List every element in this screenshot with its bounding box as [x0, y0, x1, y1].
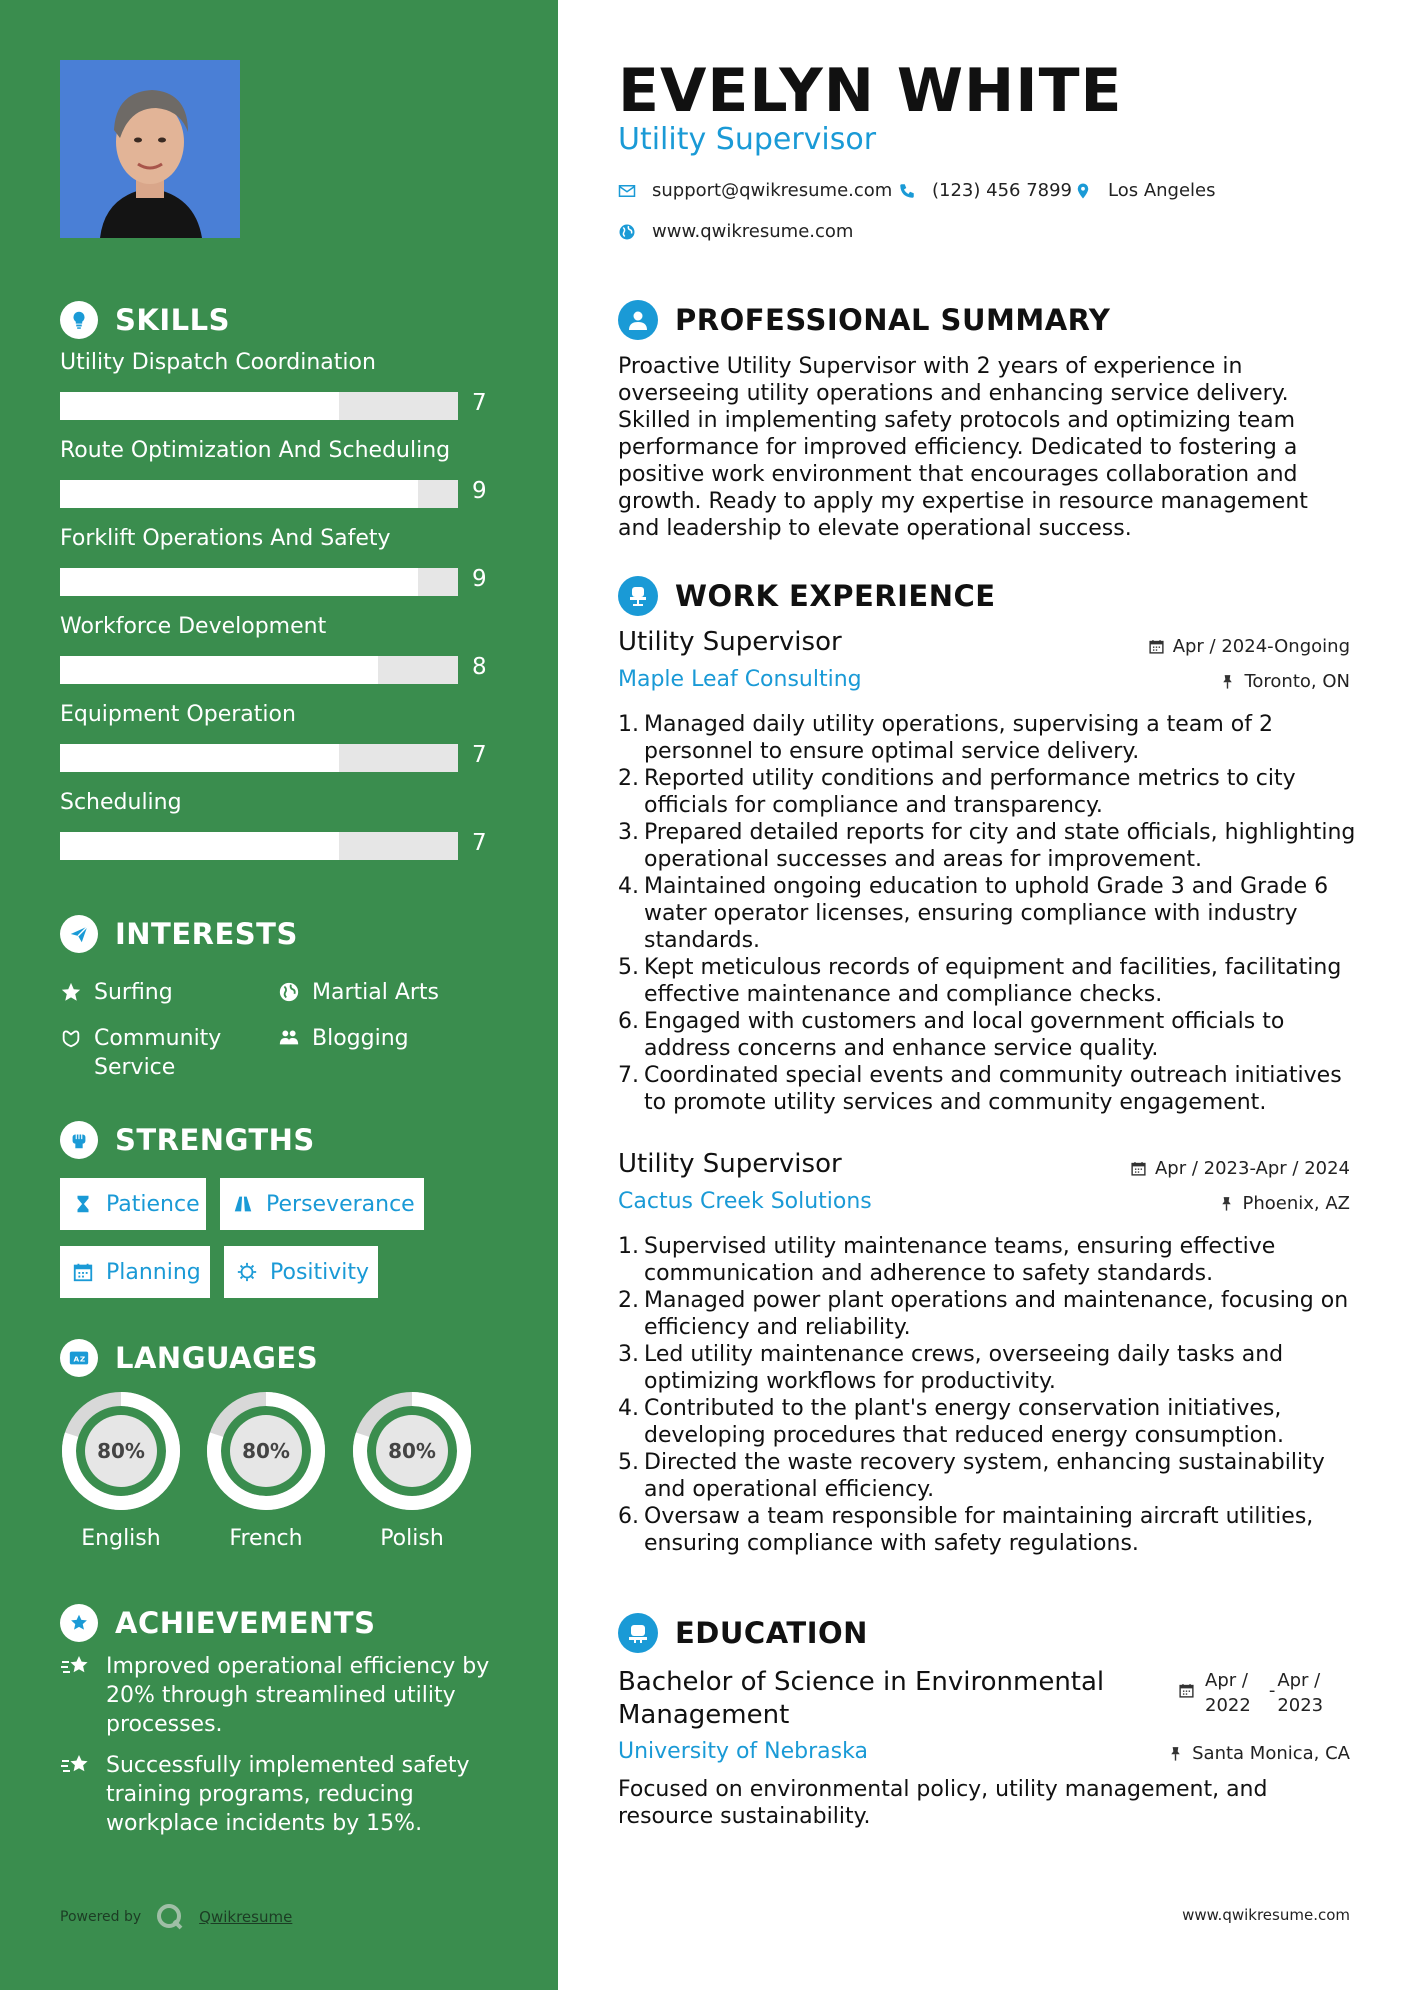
language-ring	[205, 1390, 327, 1512]
map-pin-icon	[1074, 182, 1092, 200]
profile-photo	[60, 60, 240, 238]
experience-title: WORK EXPERIENCE	[675, 579, 996, 613]
qwikresume-logo-icon	[155, 1902, 185, 1932]
interest-label: Blogging	[312, 1026, 409, 1051]
skill-item	[60, 350, 520, 438]
briefcase-chair-icon	[618, 576, 658, 616]
paper-plane-icon	[60, 915, 98, 953]
strength-label: Patience	[106, 1191, 200, 1217]
skill-bar-fill	[60, 832, 339, 860]
powered-by	[60, 1902, 292, 1932]
education-dates	[1178, 1668, 1323, 1718]
sidebar	[0, 0, 558, 1990]
responsibility-text: Contributed to the plant's energy conservation initiatives, developing procedures that reduced energy consumption.	[644, 1396, 1285, 1448]
job-location-text: Toronto, ON	[1244, 671, 1350, 692]
skill-bar	[60, 656, 458, 684]
skills-header	[60, 300, 520, 340]
interests-title: INTERESTS	[115, 917, 298, 951]
job-company: Cactus Creek Solutions	[618, 1189, 872, 1214]
education-end-year: 2023	[1277, 1695, 1324, 1716]
globe-icon	[278, 981, 300, 1003]
pushpin-icon	[1219, 673, 1236, 690]
strength-tag	[220, 1178, 424, 1230]
job-responsibilities	[618, 1233, 1358, 1557]
lightbulb-icon	[60, 301, 98, 339]
svg-text:A: A	[73, 1354, 80, 1364]
skill-value: 9	[472, 566, 487, 592]
language-name: English	[81, 1526, 161, 1551]
skill-value: 8	[472, 654, 487, 680]
education-start-year: 2022	[1205, 1695, 1251, 1716]
skill-item	[60, 614, 520, 702]
graduation-icon	[618, 1613, 658, 1653]
job-title: Utility Supervisor	[618, 627, 842, 657]
strength-label: Positivity	[270, 1259, 370, 1285]
strength-label: Planning	[106, 1259, 201, 1285]
globe-icon	[618, 223, 636, 241]
job-location-text: Phoenix, AZ	[1242, 1193, 1350, 1214]
contact-website[interactable]	[618, 221, 853, 242]
job-dates-text: Apr / 2024-Ongoing	[1172, 636, 1350, 657]
calendar-icon	[1148, 638, 1165, 655]
website-text: www.qwikresume.com	[652, 221, 854, 242]
responsibility-text: Kept meticulous records of equipment and facilities, facilitating effective maintenance and compliance checks.	[644, 955, 1342, 1007]
skill-item	[60, 438, 520, 526]
skill-bar	[60, 744, 458, 772]
language-level: 80%	[388, 1439, 436, 1463]
responsibility-text: Engaged with customers and local government officials to address concerns and enhance service quality.	[644, 1009, 1285, 1061]
language-ring	[351, 1390, 473, 1512]
skill-value: 7	[472, 830, 487, 856]
interest-label: Martial Arts	[312, 980, 440, 1005]
heart-hands-icon	[60, 1027, 82, 1049]
skill-item	[60, 702, 520, 790]
strengths-title: STRENGTHS	[115, 1123, 315, 1157]
pushpin-icon	[1167, 1745, 1184, 1762]
achievements-title: ACHIEVEMENTS	[115, 1606, 376, 1640]
responsibility-text: Managed power plant operations and maintenance, focusing on efficiency and reliability.	[644, 1288, 1349, 1340]
svg-text:Z: Z	[79, 1354, 86, 1364]
degree-title: Bachelor of Science in Environmental Management	[618, 1667, 1105, 1730]
achievements-header	[60, 1603, 520, 1643]
skill-name: Route Optimization And Scheduling	[60, 438, 451, 463]
skill-bar	[60, 392, 458, 420]
summary-title: PROFESSIONAL SUMMARY	[675, 303, 1111, 337]
language-name: French	[229, 1526, 303, 1551]
list-item: 5. Directed the waste recovery system, enhancing sustainability and operational efficiency.	[618, 1449, 1358, 1503]
user-icon	[618, 300, 658, 340]
job-title: Utility Supervisor	[618, 1149, 842, 1179]
envelope-icon	[618, 182, 636, 200]
skill-bar	[60, 832, 458, 860]
job-location	[1218, 1193, 1351, 1214]
responsibility-text: Prepared detailed reports for city and state officials, highlighting operational successes and areas for improvement.	[644, 820, 1356, 872]
star-burst-icon	[60, 1753, 92, 1779]
skill-name: Equipment Operation	[60, 702, 296, 727]
email-text: support@qwikresume.com	[652, 180, 893, 201]
skill-name: Utility Dispatch Coordination	[60, 350, 376, 375]
footer-url[interactable]: www.qwikresume.com	[1182, 1906, 1350, 1924]
skill-name: Workforce Development	[60, 614, 327, 639]
language-name: Polish	[380, 1526, 444, 1551]
education-start-month: Apr /	[1205, 1670, 1248, 1691]
summary-header	[618, 300, 1110, 340]
calendar-icon	[1178, 1682, 1195, 1699]
list-item: 3. Prepared detailed reports for city and state officials, highlighting operational successes and areas for improvement.	[618, 819, 1358, 873]
language-level: 80%	[97, 1439, 145, 1463]
skill-value: 9	[472, 478, 487, 504]
achievements-section	[60, 1603, 520, 1643]
interest-item	[278, 1024, 409, 1053]
list-item: 6. Oversaw a team responsible for maintaining aircraft utilities, ensuring compliance with safety regulations.	[618, 1503, 1358, 1557]
users-icon	[278, 1027, 300, 1049]
skills-list	[60, 350, 520, 878]
achievement-item	[60, 1652, 500, 1739]
skill-bar-fill	[60, 568, 418, 596]
education-description: Focused on environmental policy, utility management, and resource sustainability.	[618, 1777, 1268, 1829]
contact-location	[1074, 180, 1216, 201]
list-item: 3. Led utility maintenance crews, overseeing daily tasks and optimizing workflows for productivity.	[618, 1341, 1358, 1395]
responsibility-text: Managed daily utility operations, supervising a team of 2 personnel to ensure optimal service delivery.	[644, 712, 1273, 764]
job-company: Maple Leaf Consulting	[618, 667, 862, 692]
summary-text: Proactive Utility Supervisor with 2 years of experience in overseeing utility operations and enhancing service delivery. Skilled in implementing safety protocols and optimizing team performance for improved efficiency. Dedicated to fostering a positive work environment that encourages collaboration and growth. Ready to apply my expertise in resource management and leadership to elevate operational success.	[618, 354, 1308, 541]
responsibility-text: Coordinated special events and community outreach initiatives to promote utility services and community engagement.	[644, 1063, 1342, 1115]
skill-name: Forklift Operations And Safety	[60, 526, 391, 551]
responsibility-text: Led utility maintenance crews, overseeing daily tasks and optimizing workflows for productivity.	[644, 1342, 1284, 1394]
candidate-name: EVELYN WHITE	[618, 56, 1123, 126]
sun-icon	[236, 1261, 258, 1283]
languages-title: LANGUAGES	[115, 1341, 319, 1375]
language-item	[60, 1390, 182, 1551]
interest-label: Surfing	[94, 980, 173, 1005]
road-icon	[232, 1193, 254, 1215]
skill-bar	[60, 480, 458, 508]
languages-header	[60, 1338, 520, 1378]
candidate-role: Utility Supervisor	[618, 122, 877, 157]
list-item: 5. Kept meticulous records of equipment and facilities, facilitating effective maintenance and compliance checks.	[618, 954, 1358, 1008]
phone-text: (123) 456 7899	[932, 180, 1073, 201]
responsibility-text: Oversaw a team responsible for maintaining aircraft utilities, ensuring compliance with safety regulations.	[644, 1504, 1314, 1556]
strength-tag	[224, 1246, 378, 1298]
phone-icon	[898, 182, 916, 200]
interest-item	[60, 978, 173, 1007]
job-dates	[1130, 1158, 1350, 1179]
language-ring	[60, 1390, 182, 1512]
strength-tag	[60, 1246, 210, 1298]
education-start	[1205, 1668, 1251, 1718]
star-icon	[60, 981, 82, 1003]
skill-bar	[60, 568, 458, 596]
job-dates-text: Apr / 2023-Apr / 2024	[1154, 1158, 1350, 1179]
qwikresume-link[interactable]: Qwikresume	[199, 1908, 293, 1926]
skill-bar-fill	[60, 656, 378, 684]
list-item: 4. Maintained ongoing education to uphold Grade 3 and Grade 6 water operator licenses, ensuring compliance with industry standards.	[618, 873, 1358, 954]
pushpin-icon	[1218, 1195, 1235, 1212]
education-date-separator: -	[1268, 1680, 1276, 1701]
language-item	[205, 1390, 327, 1551]
education-header	[618, 1613, 868, 1653]
strengths-header	[60, 1120, 520, 1160]
achievement-item	[60, 1751, 500, 1838]
interest-label: Community Service	[94, 1026, 222, 1080]
responsibility-text: Reported utility conditions and performance metrics to city officials for compliance and transparency.	[644, 766, 1296, 818]
education-location	[1167, 1743, 1350, 1764]
list-item: 1. Managed daily utility operations, supervising a team of 2 personnel to ensure optimal service delivery.	[618, 711, 1358, 765]
calendar-icon	[72, 1261, 94, 1283]
interests-section	[60, 914, 520, 1080]
skill-bar-fill	[60, 744, 339, 772]
language-item	[351, 1390, 473, 1551]
school-name: University of Nebraska	[618, 1739, 868, 1764]
contact-phone[interactable]	[898, 180, 1072, 201]
location-text: Los Angeles	[1108, 180, 1216, 201]
skill-bar-fill	[60, 480, 418, 508]
translate-icon	[60, 1339, 98, 1377]
star-burst-icon	[60, 1654, 92, 1680]
skills-section	[60, 300, 520, 878]
strength-label: Perseverance	[266, 1191, 415, 1217]
interest-item	[60, 1024, 230, 1082]
job-location	[1219, 671, 1350, 692]
education-title: EDUCATION	[675, 1616, 868, 1650]
job-responsibilities	[618, 711, 1358, 1116]
education-location-text: Santa Monica, CA	[1192, 1743, 1350, 1764]
list-item: 6. Engaged with customers and local government officials to address concerns and enhance service quality.	[618, 1008, 1358, 1062]
skill-item	[60, 790, 520, 878]
contact-email[interactable]	[618, 180, 892, 201]
strengths-section	[60, 1120, 520, 1300]
experience-header	[618, 576, 996, 616]
list-item: 1. Supervised utility maintenance teams, ensuring effective communication and adherence to safety standards.	[618, 1233, 1358, 1287]
list-item: 4. Contributed to the plant's energy conservation initiatives, developing procedures that reduced energy consumption.	[618, 1395, 1358, 1449]
powered-by-label: Powered by	[60, 1909, 142, 1925]
languages-section	[60, 1338, 520, 1558]
strength-tag	[60, 1178, 206, 1230]
achievement-text: Successfully implemented safety training programs, reducing workplace incidents by 15%.	[106, 1753, 470, 1836]
skill-name: Scheduling	[60, 790, 182, 815]
list-item: 7. Coordinated special events and community outreach initiatives to promote utility services and community engagement.	[618, 1062, 1358, 1116]
skill-item	[60, 526, 520, 614]
responsibility-text: Directed the waste recovery system, enhancing sustainability and operational efficiency.	[644, 1450, 1325, 1502]
interests-header	[60, 914, 520, 954]
skill-bar-fill	[60, 392, 339, 420]
hourglass-icon	[72, 1193, 94, 1215]
skills-title: SKILLS	[115, 303, 230, 337]
responsibility-text: Maintained ongoing education to uphold Grade 3 and Grade 6 water operator licenses, ensuring compliance with industry standards.	[644, 874, 1329, 953]
fist-icon	[60, 1121, 98, 1159]
job-dates	[1148, 636, 1350, 657]
language-level: 80%	[242, 1439, 290, 1463]
interest-item	[278, 978, 439, 1007]
list-item: 2. Managed power plant operations and maintenance, focusing on efficiency and reliability.	[618, 1287, 1358, 1341]
skill-value: 7	[472, 390, 487, 416]
trophy-star-icon	[60, 1604, 98, 1642]
skill-value: 7	[472, 742, 487, 768]
education-end-month: Apr /	[1277, 1670, 1321, 1691]
responsibility-text: Supervised utility maintenance teams, ensuring effective communication and adherence to safety standards.	[644, 1234, 1276, 1286]
achievement-text: Improved operational efficiency by 20% through streamlined utility processes.	[106, 1654, 490, 1737]
education-end	[1277, 1668, 1323, 1718]
list-item: 2. Reported utility conditions and performance metrics to city officials for compliance and transparency.	[618, 765, 1358, 819]
calendar-icon	[1130, 1160, 1147, 1177]
